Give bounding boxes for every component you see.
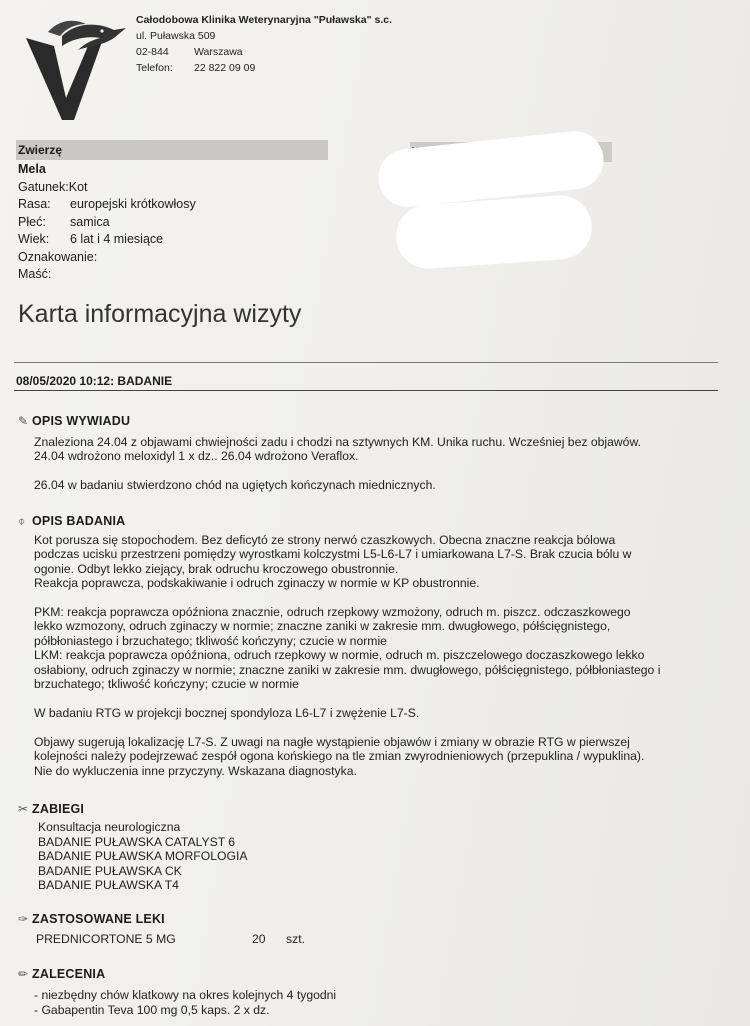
history-section-title xyxy=(18,414,130,428)
animal-details xyxy=(18,161,196,284)
breed-row xyxy=(18,196,196,214)
scissors-icon: ✂ xyxy=(18,802,29,816)
marking-label: Oznakowanie: xyxy=(18,249,98,264)
clinic-name: Całodobowa Klinika Weterynaryjna "Puławska" s.c. xyxy=(136,14,393,26)
exam-title: OPIS BADANIA xyxy=(32,514,126,528)
sex-row xyxy=(18,214,196,232)
recommendations-text: - niezbędny chów klatkowy na okres kolejnych 4 tygodni - Gabapentin Teva 100 mg 0,5 kaps. 2 x dz. xyxy=(34,988,337,1017)
pen-icon: ✎ xyxy=(18,414,29,428)
exam-section-title xyxy=(18,514,125,529)
visit-header: 08/05/2020 10:12: BADANIE xyxy=(16,374,173,388)
clinic-phone-label: Telefon: xyxy=(136,62,173,74)
recommendations-title: ZALECENIA xyxy=(32,967,106,981)
species-row xyxy=(18,179,196,197)
drug-name: PREDNICORTONE 5 MG xyxy=(36,932,176,946)
drugs-title: ZASTOSOWANE LEKI xyxy=(32,912,165,926)
history-text: Znaleziona 24.04 z objawami chwiejności zadu i chodzi na sztywnych KM. Unika ruchu. Wcześniej bez objawów. 24.04 wdrożono meloxidyl 1 x dz.. 26.04 wdrożono Veraflox. 26.04 w badaniu stwierdzono chód na ugiętych kończynach miednicznych. xyxy=(34,435,641,493)
paperclip-icon: ⌽ xyxy=(18,514,26,528)
clinic-city: Warszawa xyxy=(194,46,243,58)
species-value: Kot xyxy=(68,179,88,194)
breed-label: Rasa: xyxy=(18,197,51,211)
sex-label: Płeć: xyxy=(18,214,46,229)
animal-name: Mela xyxy=(18,162,46,176)
divider xyxy=(14,362,718,363)
exam-text: Kot porusza się stopochodem. Bez deficytó ze strony nerwó czaszkowych. Obecna znaczne reakcja bólowa podczas ucisku przestrzeni pomiędzy wyrostkami kolczystmi L5-L6-L7 i umiarkowana L7-S. Brak czucia bólu w ogonie. Odbyt lekko ziejący, brak odruchu kroczowego obustronnie. Reakcja poprawcza, podskakiwanie i odruch zginaczy w normie w KP obustronnie. PKM: reakcja poprawcza opóźniona znacznie, odruch rzepkowy wzmożony, odruch m. piszcz. odczaszkowego lekko wzmozony, odruch zginaczy w normie; znaczne zaniki w zakresie mm. dwugłowego, półścięgnistego, półbłoniastego i brzuchatego; tkliwość kończyny; czucie w normie LKM: reakcja poprawcza opóźniona, odruch rzepkowy w normie, odruch m. piszczelowego doczaszkowego lekko osłabiony, odruch zginaczy w normie; znaczne zaniki w zakresie mm. dwugłowego, półścięgnistego, półbłoniastego i brzuchatego; tkliwość kończyny; czucie w normie W badaniu RTG w projekcji bocznej spondyloza L6-L7 i zwężenie L7-S. Objawy sugerują lokalizację L7-S. Z uwagi na nagłe wystąpienie objawów i zmiany w obrazie RTG w pierwszej kolejności należy podejrzewać zespół ogona końskiego na tle zmian zwyrodnieniowych (przepuklina / wypuklina). Nie do wykluczenia inne przyczyny. Wskazana diagnostyka. xyxy=(34,533,661,778)
age-row xyxy=(18,231,196,249)
procedures-list: Konsultacja neurologiczna BADANIE PUŁAWSKA CATALYST 6 BADANIE PUŁAWSKA MORFOLOGIA BADANIE PUŁAWSKA CK BADANIE PUŁAWSKA T4 xyxy=(38,820,248,893)
drugs-section-title xyxy=(18,912,165,926)
bird-v-logo-icon xyxy=(18,16,128,124)
color-label: Maść: xyxy=(18,267,52,281)
clinic-postal-code: 02-844 xyxy=(136,46,169,58)
clinic-phone: 22 822 09 09 xyxy=(194,62,256,74)
clinic-address-row xyxy=(136,44,392,60)
animal-section-header: Zwierzę xyxy=(16,140,328,160)
drug-unit: szt. xyxy=(286,932,305,946)
clinic-phone-row xyxy=(136,60,392,76)
page-title: Karta informacyjna wizyty xyxy=(18,300,302,328)
syringe-icon: ✑ xyxy=(18,912,29,926)
pencil-icon: ✏ xyxy=(18,967,29,981)
drug-qty: 20 xyxy=(252,932,266,946)
clinic-info xyxy=(136,12,392,76)
sex-value: samica xyxy=(70,214,110,229)
procedures-title: ZABIEGI xyxy=(32,802,85,816)
breed-value: europejski krótkowłosy xyxy=(70,197,196,211)
history-title: OPIS WYWIADU xyxy=(32,414,131,428)
age-value: 6 lat i 4 miesiące xyxy=(70,232,164,246)
divider xyxy=(14,390,718,391)
clinic-street: ul. Puławska 509 xyxy=(136,30,216,42)
redaction-mark xyxy=(394,193,594,271)
procedures-section-title xyxy=(18,802,84,816)
age-label: Wiek: xyxy=(18,232,50,246)
species-label: Gatunek: xyxy=(18,179,69,194)
recommendations-section-title xyxy=(18,967,105,981)
